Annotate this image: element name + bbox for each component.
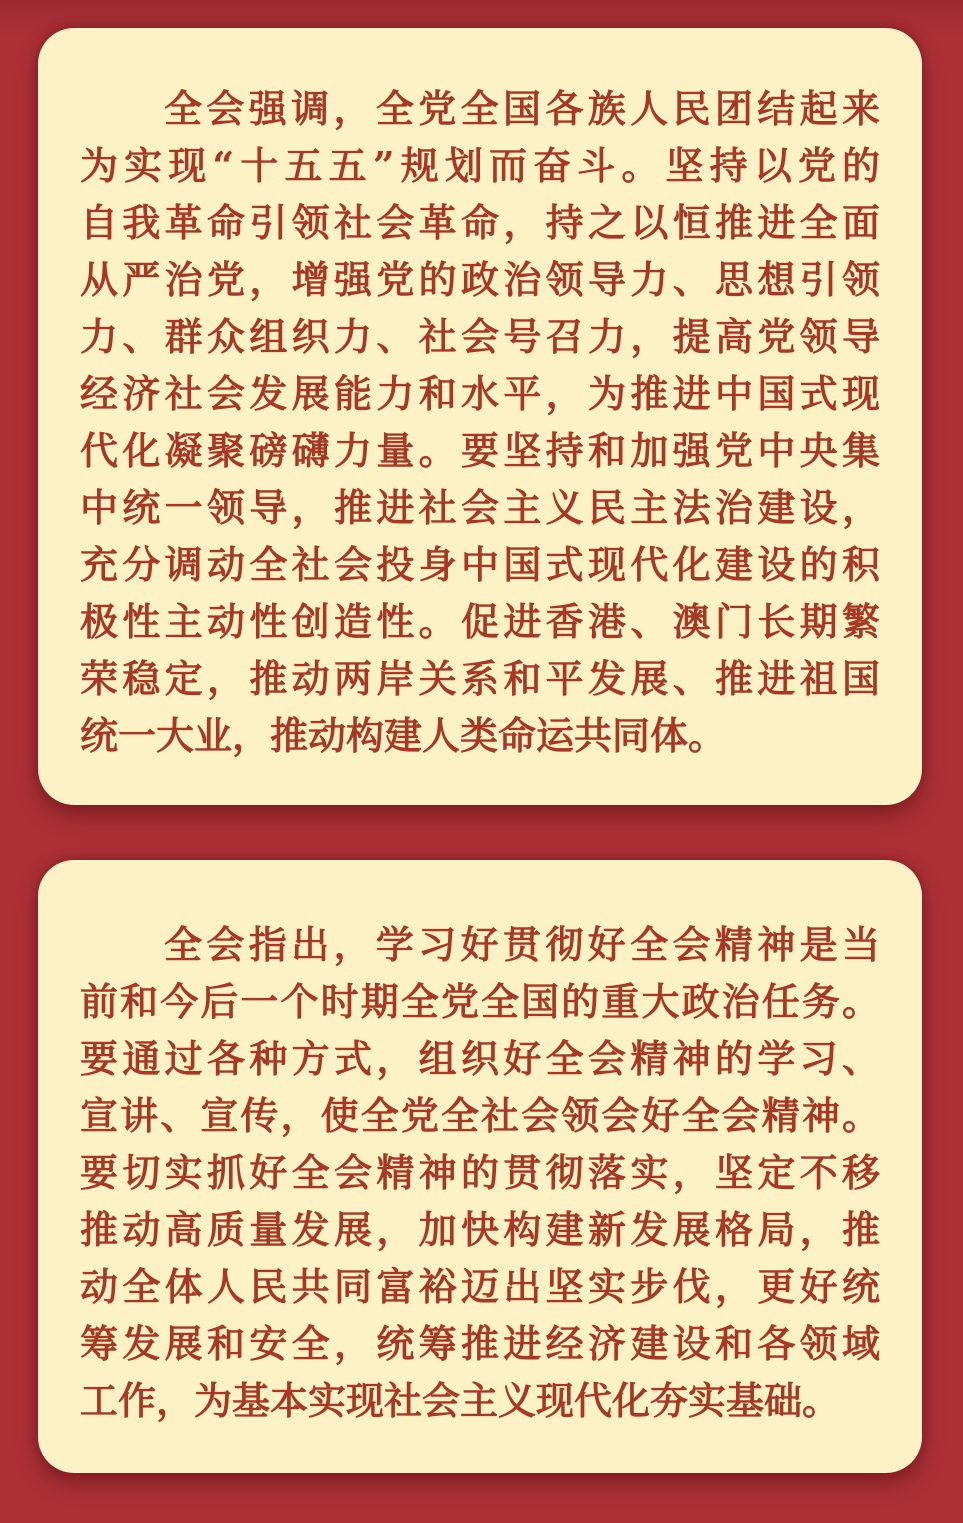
text-line: 中统一领导，推进社会主义民主法治建设，	[80, 485, 880, 530]
text-line: 推动高质量发展，加快构建新发展格局，推	[80, 1207, 880, 1252]
text-line: 荣稳定，推动两岸关系和平发展、推进祖国	[80, 656, 880, 701]
text-line: 极性主动性创造性。促进香港、澳门长期繁	[80, 599, 880, 644]
plenum-emphasis-card	[38, 28, 922, 805]
text-line: 要切实抓好全会精神的贯彻落实，坚定不移	[80, 1150, 880, 1195]
text-line: 自我革命引领社会革命，持之以恒推进全面	[80, 200, 880, 245]
text-line: 全会指出，学习好贯彻好全会精神是当	[164, 922, 880, 967]
text-line: 代化凝聚磅礴力量。要坚持和加强党中央集	[80, 428, 880, 473]
text-line: 前和今后一个时期全党全国的重大政治任务。	[80, 979, 880, 1024]
text-line: 经济社会发展能力和水平，为推进中国式现	[80, 371, 880, 416]
text-line: 统一大业，推动构建人类命运共同体。	[80, 713, 727, 758]
text-line: 要通过各种方式，组织好全会精神的学习、	[80, 1036, 880, 1081]
text-line: 全会强调，全党全国各族人民团结起来	[164, 86, 880, 131]
text-line: 工作，为基本实现社会主义现代化夯实基础。	[80, 1378, 841, 1423]
text-line: 动全体人民共同富裕迈出坚实步伐，更好统	[80, 1264, 880, 1309]
text-line: 从严治党，增强党的政治领导力、思想引领	[80, 257, 880, 302]
plenum-guidance-card	[38, 860, 922, 1473]
text-line: 宣讲、宣传，使全党全社会领会好全会精神。	[80, 1093, 880, 1138]
text-line: 充分调动全社会投身中国式现代化建设的积	[80, 542, 880, 587]
text-line: 为实现“十五五”规划而奋斗。坚持以党的	[80, 143, 880, 188]
text-line: 力、群众组织力、社会号召力，提高党领导	[80, 314, 880, 359]
text-line: 筹发展和安全，统筹推进经济建设和各领域	[80, 1321, 880, 1366]
